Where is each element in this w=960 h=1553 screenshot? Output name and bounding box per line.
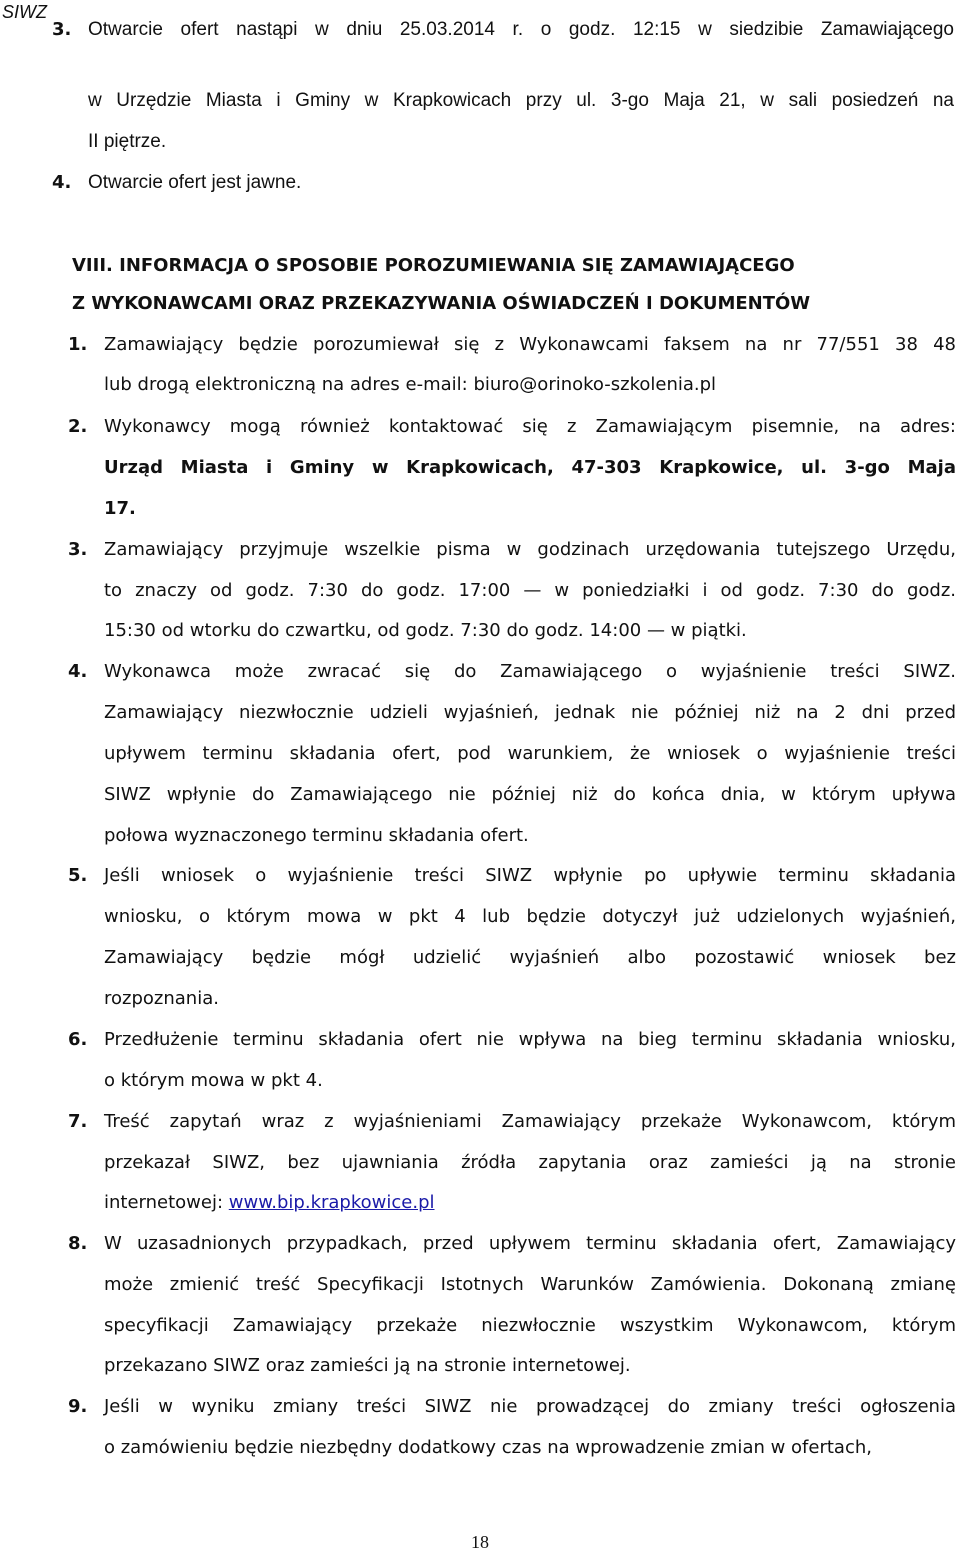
item-line: specyfikacji Zamawiający przekaże niezwłocznie wszystkim Wykonawcom, którym [104, 1315, 956, 1336]
item-line: Wykonawcy mogą również kontaktować się z Zamawiającym pisemnie, na adres: [104, 416, 956, 437]
section-heading-line1: VIII. INFORMACJA O SPOSOBIE POROZUMIEWANIA SIĘ ZAMAWIAJĄCEGO [72, 255, 795, 276]
item-number: 7. [68, 1111, 88, 1132]
item-number: 5. [68, 865, 88, 886]
item-line: o zamówieniu będzie niezbędny dodatkowy czas na wprowadzenie zmian w ofertach, [104, 1437, 872, 1458]
item-number: 2. [68, 416, 88, 437]
item-line: Jeśli w wyniku zmiany treści SIWZ nie prowadzącej do zmiany treści ogłoszenia [104, 1396, 956, 1417]
page-number: 18 [471, 1532, 489, 1552]
item-line: to znaczy od godz. 7:30 do godz. 17:00 — w poniedziałki i od godz. 7:30 do godz. [104, 580, 956, 601]
item-line: Zamawiający niezwłocznie udzieli wyjaśnień, jednak nie później niż na 2 dni przed [104, 702, 956, 723]
item-number: 3. [68, 539, 88, 560]
document-header-tag: SIWZ [2, 2, 47, 22]
item-line: Zamawiający przyjmuje wszelkie pisma w godzinach urzędowania tutejszego Urzędu, [104, 539, 956, 560]
item-line: połowa wyznaczonego terminu składania ofert. [104, 825, 529, 846]
item-line: Przedłużenie terminu składania ofert nie wpływa na bieg terminu składania wniosku, [104, 1029, 956, 1050]
address-line: 17. [104, 498, 136, 519]
item-line: Otwarcie ofert jest jawne. [88, 172, 302, 193]
item-line: lub drogą elektroniczną na adres e-mail: biuro@orinoko-szkolenia.pl [104, 374, 717, 395]
item-line: przekazano SIWZ oraz zamieści ją na stronie internetowej. [104, 1355, 631, 1376]
item-line: 15:30 od wtorku do czwartku, od godz. 7:30 do godz. 14:00 — w piątki. [104, 620, 747, 641]
item-line: może zmienić treść Specyfikacji Istotnych Warunków Zamówienia. Dokonaną zmianę [104, 1274, 956, 1295]
item-number: 8. [68, 1233, 88, 1254]
item-line: Zamawiający będzie porozumiewał się z Wykonawcami faksem na nr 77/551 38 48 [104, 334, 956, 355]
item-line: Wykonawca może zwracać się do Zamawiającego o wyjaśnienie treści SIWZ. [104, 661, 956, 682]
item-number: 4. [52, 172, 72, 193]
item-line: Jeśli wniosek o wyjaśnienie treści SIWZ wpłynie po upływie terminu składania [104, 865, 956, 886]
item-number: 6. [68, 1029, 88, 1050]
address-line: Urząd Miasta i Gminy w Krapkowicach, 47-303 Krapkowice, ul. 3-go Maja [104, 457, 956, 478]
item-line: SIWZ wpłynie do Zamawiającego nie później niż do końca dnia, w którym upływa [104, 784, 956, 805]
item-number: 4. [68, 661, 88, 682]
item-line-prefix: internetowej: [104, 1192, 229, 1213]
item-number: 3. [52, 19, 72, 40]
item-line: Zamawiający będzie mógł udzielić wyjaśnień albo pozostawić wniosek bez [104, 947, 956, 968]
item-line: przekazał SIWZ, bez ujawniania źródła zapytania oraz zamieści ją na stronie [104, 1152, 956, 1173]
item-line [104, 1193, 435, 1213]
item-line: Otwarcie ofert nastąpi w dniu 25.03.2014 r. o godz. 12:15 w siedzibie Zamawiającego [88, 19, 954, 40]
item-line: rozpoznania. [104, 988, 219, 1009]
item-line: upływem terminu składania ofert, pod warunkiem, że wniosek o wyjaśnienie treści [104, 743, 956, 764]
section-heading-line2: Z WYKONAWCAMI ORAZ PRZEKAZYWANIA OŚWIADCZEŃ I DOKUMENTÓW [72, 293, 811, 314]
item-line: w Urzędzie Miasta i Gminy w Krapkowicach przy ul. 3-go Maja 21, w sali posiedzeń na [88, 90, 954, 111]
bip-website-link[interactable]: www.bip.krapkowice.pl [228, 1192, 435, 1213]
item-number: 9. [68, 1396, 88, 1417]
item-line: o którym mowa w pkt 4. [104, 1070, 323, 1091]
item-number: 1. [68, 334, 88, 355]
item-line: W uzasadnionych przypadkach, przed upływem terminu składania ofert, Zamawiający [104, 1233, 956, 1254]
item-line: Treść zapytań wraz z wyjaśnieniami Zamawiający przekaże Wykonawcom, którym [104, 1111, 956, 1132]
item-line: II piętrze. [88, 131, 167, 152]
item-line: wniosku, o którym mowa w pkt 4 lub będzie dotyczył już udzielonych wyjaśnień, [104, 906, 956, 927]
